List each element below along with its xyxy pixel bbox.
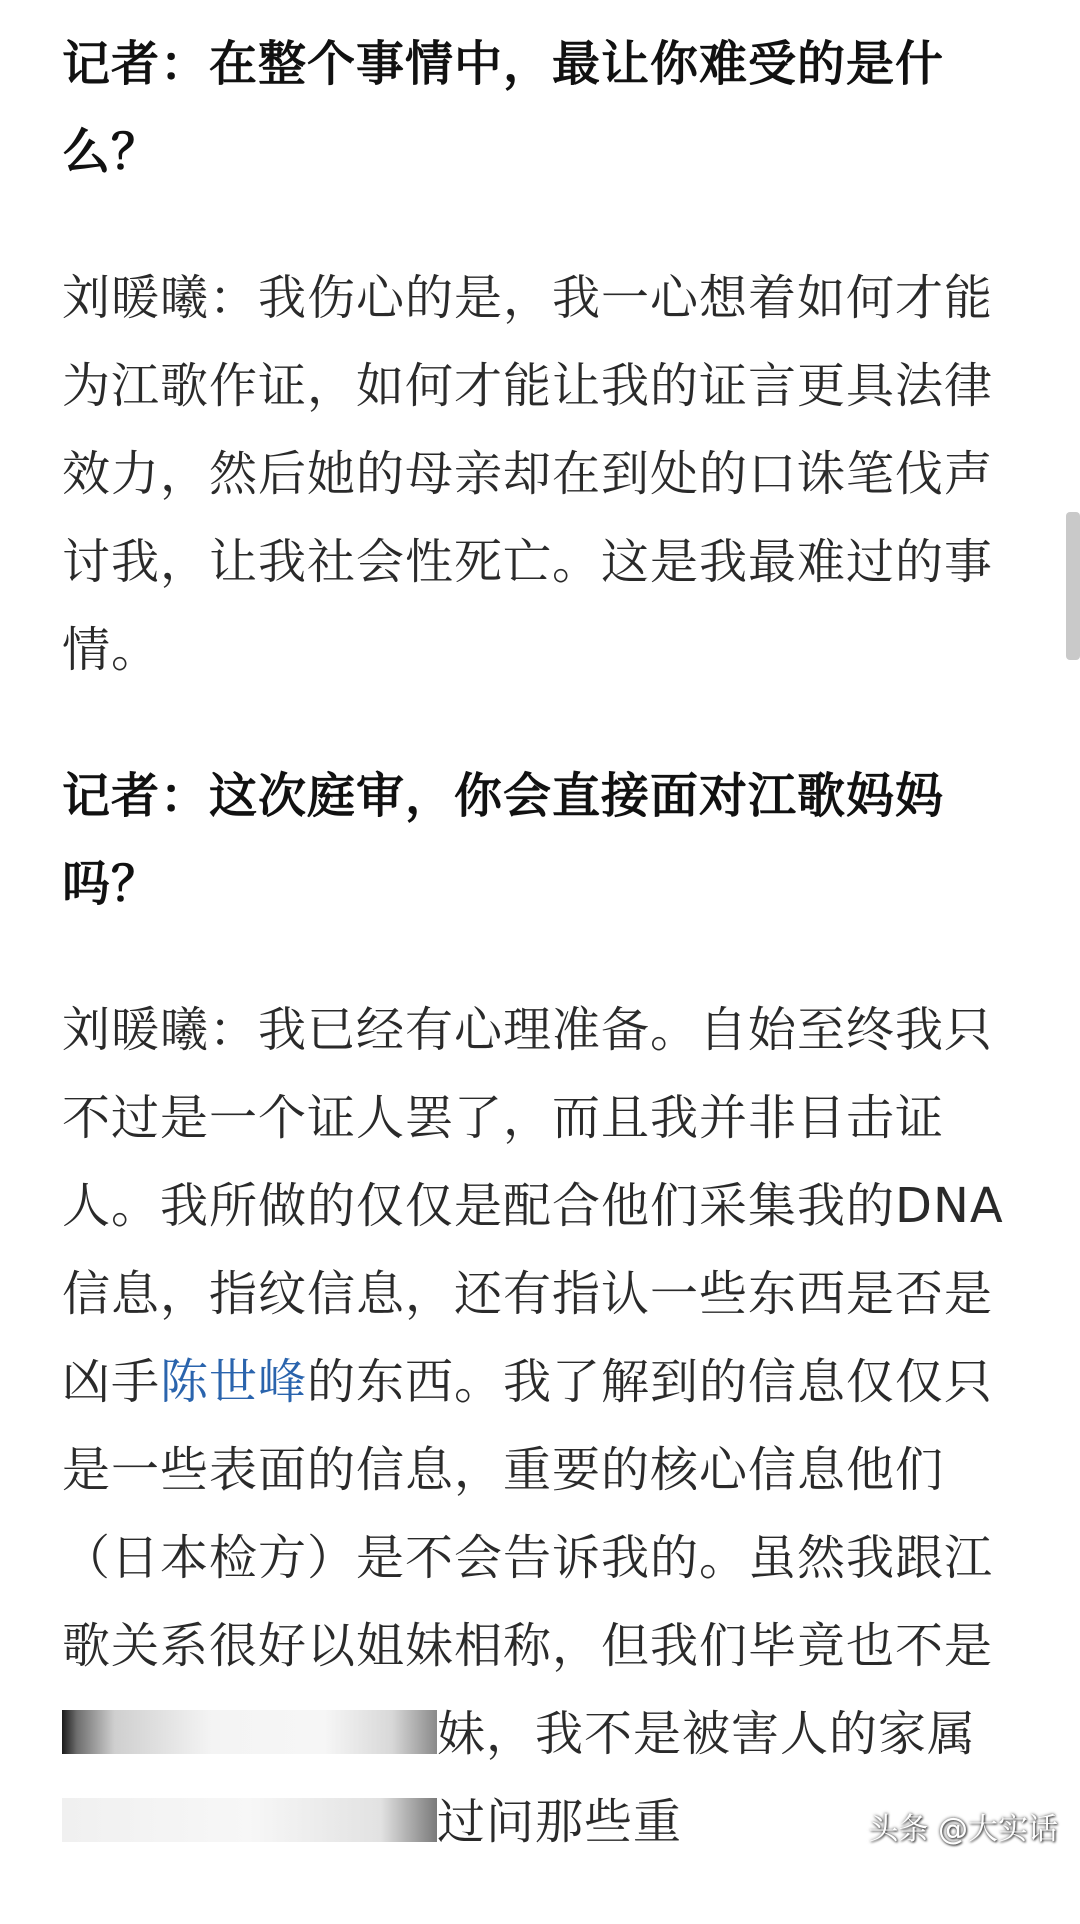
answer-2-text-end: 过问那些重	[437, 1794, 683, 1850]
reporter-question-2: 记者：这次庭审，你会直接面对江歌妈妈吗？	[62, 768, 945, 912]
answer-2	[62, 986, 1034, 1866]
redaction-mask-2	[62, 1798, 437, 1842]
answer-1: 刘暖曦：我伤心的是，我一心想着如何才能为江歌作证，如何才能让我的证言更具法律效力，然后她的母亲却在到处的口诛笔伐声讨我，让我社会性死亡。这是我最难过的事情。	[62, 270, 994, 678]
article-body	[62, 20, 1034, 1924]
person-name-link[interactable]: 陈世峰	[160, 1354, 308, 1410]
answer-2-text-start: 刘暖曦：我已经有心理准备。自始至终我只不过是一个证人罢了，而且我并非目击证人。我所做的仅仅是配合他们采集我的DNA信息，指纹信息，还有指认一些东西是否是凶手	[62, 1002, 1004, 1410]
source-watermark: 头条 @大实话	[868, 1812, 1058, 1847]
answer-2-text-middle: 的东西。我了解到的信息仅仅只是一些表面的信息，重要的核心信息他们（日本检方）是不会告诉我的。虽然我跟江歌关系很好以姐妹相称，但我们毕竟也不是	[62, 1354, 994, 1674]
redaction-mask	[62, 1710, 437, 1754]
reporter-question-1: 记者：在整个事情中，最让你难受的是什么？	[62, 36, 945, 180]
answer-2-text-after-mask: 妹，我不是被害人的家属	[437, 1706, 977, 1762]
scrollbar-thumb[interactable]	[1066, 512, 1080, 660]
